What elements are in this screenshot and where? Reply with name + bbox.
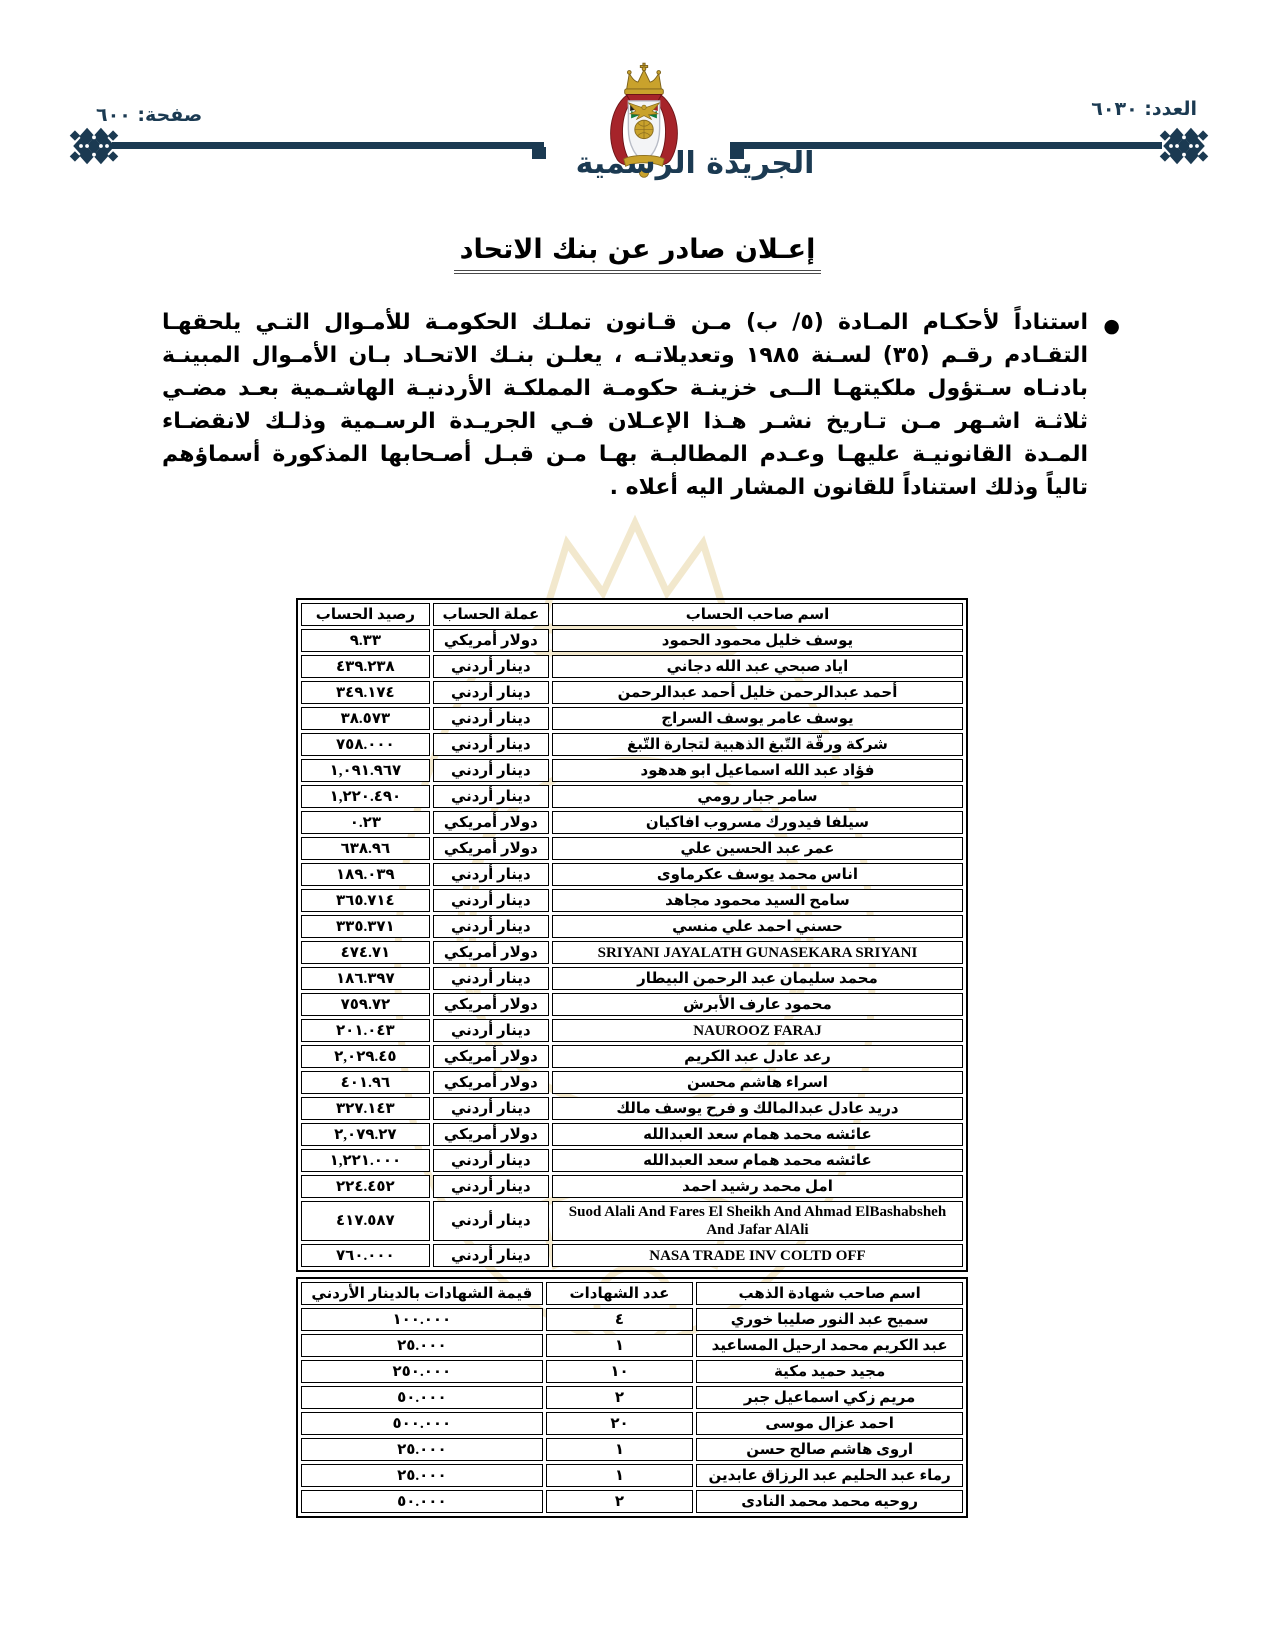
certificate-holder-name: احمد عزال موسى [696, 1412, 963, 1435]
account-row [301, 967, 963, 990]
account-holder-name: اياد صبحي عبد الله دجاني [552, 655, 963, 678]
account-holder-name: يوسف خليل محمود الحمود [552, 629, 963, 652]
account-row [301, 681, 963, 704]
account-currency: دينار أردني [433, 1097, 549, 1120]
account-currency: دينار أردني [433, 733, 549, 756]
account-balance: ٢,٠٧٩.٢٧ [301, 1123, 430, 1146]
account-currency: دينار أردني [433, 655, 549, 678]
certificate-holder-name: مريم زكي اسماعيل جبر [696, 1386, 963, 1409]
account-balance: ٤٠١.٩٦ [301, 1071, 430, 1094]
account-holder-name: رعد عادل عبد الكريم [552, 1045, 963, 1068]
diamond-knot-icon [1158, 123, 1210, 169]
account-row [301, 1097, 963, 1120]
account-row [301, 759, 963, 782]
certificate-value: ٢٥٠.٠٠٠ [301, 1360, 543, 1383]
certificate-holder-name: مجيد حميد مكية [696, 1360, 963, 1383]
gold-certificate-row [301, 1386, 963, 1409]
account-row [301, 941, 963, 964]
account-currency: دينار أردني [433, 889, 549, 912]
account-balance: ٠.٢٣ [301, 811, 430, 834]
account-holder-name: محمود عارف الأبرش [552, 993, 963, 1016]
accounts-table-header-row [301, 603, 963, 626]
account-currency: دولار أمريكي [433, 837, 549, 860]
account-holder-name: عائشه محمد همام سعد العبدالله [552, 1123, 963, 1146]
account-holder-name: سامح السيد محمود مجاهد [552, 889, 963, 912]
account-holder-name: فؤاد عبد الله اسماعيل ابو هدهود [552, 759, 963, 782]
certificate-holder-name: روحيه محمد محمد النادى [696, 1490, 963, 1513]
certificate-count: ١٠ [546, 1360, 694, 1383]
account-balance: ٢,٠٢٩.٤٥ [301, 1045, 430, 1068]
diamond-knot-icon [68, 123, 120, 169]
account-holder-name: سامر جبار رومي [552, 785, 963, 808]
certificate-value: ١٠٠.٠٠٠ [301, 1308, 543, 1331]
account-balance: ٣٨.٥٧٣ [301, 707, 430, 730]
account-row [301, 1175, 963, 1198]
account-row [301, 733, 963, 756]
account-balance: ٣٢٧.١٤٣ [301, 1097, 430, 1120]
certificate-count: ١ [546, 1334, 694, 1357]
account-holder-name: SRIYANI JAYALATH GUNASEKARA SRIYANI [552, 941, 963, 964]
gold-certificate-row [301, 1334, 963, 1357]
column-header-certificate-holder: اسم صاحب شهادة الذهب [696, 1282, 963, 1305]
account-row [301, 629, 963, 652]
account-currency: دولار أمريكي [433, 993, 549, 1016]
account-balance: ٦٣٨.٩٦ [301, 837, 430, 860]
account-balance: ٣٤٩.١٧٤ [301, 681, 430, 704]
account-currency: دولار أمريكي [433, 629, 549, 652]
certificate-value: ٥٠٠.٠٠٠ [301, 1412, 543, 1435]
account-row [301, 1019, 963, 1042]
account-row [301, 1071, 963, 1094]
account-row [301, 707, 963, 730]
account-balance: ٤٧٤.٧١ [301, 941, 430, 964]
account-holder-name: NASA TRADE INV COLTD OFF [552, 1244, 963, 1267]
column-header-certificate-value: قيمة الشهادات بالدينار الأردني [301, 1282, 543, 1305]
account-currency: دينار أردني [433, 1175, 549, 1198]
account-currency: دينار أردني [433, 681, 549, 704]
account-holder-name: محمد سليمان عبد الرحمن البيطار [552, 967, 963, 990]
account-row [301, 863, 963, 886]
gazette-title: الجريدة الرسمية [575, 146, 815, 181]
column-header-certificate-count: عدد الشهادات [546, 1282, 694, 1305]
account-currency: دينار أردني [433, 915, 549, 938]
account-currency: دولار أمريكي [433, 941, 549, 964]
certificate-count: ٤ [546, 1308, 694, 1331]
account-currency: دولار أمريكي [433, 1071, 549, 1094]
account-balance: ٣٦٥.٧١٤ [301, 889, 430, 912]
account-row [301, 1149, 963, 1172]
column-header-account-name: اسم صاحب الحساب [552, 603, 963, 626]
certificate-holder-name: سميح عبد النور صليبا خوري [696, 1308, 963, 1331]
account-row [301, 785, 963, 808]
account-holder-name: NAUROOZ FARAJ [552, 1019, 963, 1042]
account-balance: ١٨٦.٣٩٧ [301, 967, 430, 990]
account-currency: دينار أردني [433, 1201, 549, 1241]
account-row [301, 655, 963, 678]
gold-certificate-row [301, 1438, 963, 1461]
account-balance: ٣٣٥.٣٧١ [301, 915, 430, 938]
account-balance: ١,٢٢١.٠٠٠ [301, 1149, 430, 1172]
announcement-body [162, 306, 1120, 504]
account-row [301, 837, 963, 860]
account-balance: ١,٠٩١.٩٦٧ [301, 759, 430, 782]
account-currency: دينار أردني [433, 1244, 549, 1267]
account-row [301, 1201, 963, 1241]
account-currency: دولار أمريكي [433, 1045, 549, 1068]
certificate-holder-name: رماء عبد الحليم عبد الرزاق عابدين [696, 1464, 963, 1487]
account-balance: ١٨٩.٠٣٩ [301, 863, 430, 886]
account-holder-name: امل محمد رشيد احمد [552, 1175, 963, 1198]
account-balance: ٢٢٤.٤٥٢ [301, 1175, 430, 1198]
account-holder-name: شركة ورقّة التّبغ الذهبية لتجارة التّبغ [552, 733, 963, 756]
account-currency: دينار أردني [433, 785, 549, 808]
account-currency: دينار أردني [433, 1149, 549, 1172]
account-balance: ٧٥٨.٠٠٠ [301, 733, 430, 756]
certificate-value: ٢٥.٠٠٠ [301, 1334, 543, 1357]
account-row [301, 915, 963, 938]
account-row [301, 811, 963, 834]
certificate-value: ٢٥.٠٠٠ [301, 1464, 543, 1487]
certificate-holder-name: اروى هاشم صالح حسن [696, 1438, 963, 1461]
certificate-count: ٢ [546, 1386, 694, 1409]
account-row [301, 1045, 963, 1068]
gold-table-header-row [301, 1282, 963, 1305]
certificate-value: ٢٥.٠٠٠ [301, 1438, 543, 1461]
certificate-count: ٢٠ [546, 1412, 694, 1435]
account-balance: ٤٣٩.٢٣٨ [301, 655, 430, 678]
account-holder-name: عمر عبد الحسين علي [552, 837, 963, 860]
account-holder-name: سيلفا فيدورك مسروب افاكيان [552, 811, 963, 834]
account-currency: دينار أردني [433, 863, 549, 886]
page-number: صفحة: ٦٠٠ [96, 104, 203, 126]
account-holder-name: دريد عادل عبدالمالك و فرح يوسف مالك [552, 1097, 963, 1120]
gold-certificate-row [301, 1412, 963, 1435]
account-holder-name: عائشه محمد همام سعد العبدالله [552, 1149, 963, 1172]
account-currency: دينار أردني [433, 707, 549, 730]
account-balance: ٤١٧.٥٨٧ [301, 1201, 430, 1241]
account-balance: ٧٦٠.٠٠٠ [301, 1244, 430, 1267]
account-holder-name: اسراء هاشم محسن [552, 1071, 963, 1094]
column-header-account-balance: رصيد الحساب [301, 603, 430, 626]
account-holder-name: يوسف عامر يوسف السراج [552, 707, 963, 730]
account-holder-name: اناس محمد يوسف عكرماوى [552, 863, 963, 886]
account-row [301, 993, 963, 1016]
certificate-count: ١ [546, 1438, 694, 1461]
issue-number: العدد: ٦٠٣٠ [1091, 98, 1197, 120]
gold-certificate-row [301, 1490, 963, 1513]
account-balance: ١,٢٢٠.٤٩٠ [301, 785, 430, 808]
account-holder-name: Suod Alali And Fares El Sheikh And Ahmad ElBashabsheh And Jafar AlAli [552, 1201, 963, 1241]
account-holder-name: حسني احمد علي منسي [552, 915, 963, 938]
account-balance: ٢٠١.٠٤٣ [301, 1019, 430, 1042]
certificate-value: ٥٠.٠٠٠ [301, 1386, 543, 1409]
account-currency: دولار أمريكي [433, 811, 549, 834]
certificate-holder-name: عبد الكريم محمد ارحيل المساعيد [696, 1334, 963, 1357]
announcement-text: استناداً لأحكـام المـادة (٥/ ب) مـن قـانون تملـك الحكومـة للأمـوال التـي يلحقهـا التقـادم رقـم (٣٥) لسـنة ١٩٨٥ وتعديلاتـه ، يعلـن بنـك الاتحـاد بـان الأمـوال المبينـة بادنـاه سـتؤول ملكيتهـا الــى خزينـة حكومـة المملكـة الأردنيـة الهاشـمية بعـد مضـي ثلاثـة اشـهر مـن تـاريخ نشـر هـذا الإعـلان فـي الجريـدة الرسـمية وذلـك لانقضـاء المـدة القانونيـة عليهـا وعـدم المطالبـة بهـا مـن قبـل أصـحابها المذكورة أسماؤهم تالياً وذلك استناداً للقانون المشار اليه أعلاه . [162, 310, 1088, 500]
account-currency: دينار أردني [433, 967, 549, 990]
account-currency: دولار أمريكي [433, 1123, 549, 1146]
header-rule-left [112, 142, 544, 149]
account-currency: دينار أردني [433, 1019, 549, 1042]
account-row [301, 1244, 963, 1267]
account-balance: ٧٥٩.٧٢ [301, 993, 430, 1016]
gold-certificate-row [301, 1464, 963, 1487]
announcement-title: إعـلان صادر عن بنك الاتحاد [454, 234, 822, 274]
accounts-table [296, 598, 968, 1272]
account-balance: ٩.٣٣ [301, 629, 430, 652]
account-currency: دينار أردني [433, 759, 549, 782]
gold-certificate-row [301, 1360, 963, 1383]
certificate-count: ٢ [546, 1490, 694, 1513]
gold-certificates-table [296, 1277, 968, 1518]
certificate-count: ١ [546, 1464, 694, 1487]
account-row [301, 889, 963, 912]
gold-certificate-row [301, 1308, 963, 1331]
bullet-icon: ● [1103, 315, 1120, 337]
account-holder-name: أحمد عبدالرحمن خليل أحمد عبدالرحمن [552, 681, 963, 704]
certificate-value: ٥٠.٠٠٠ [301, 1490, 543, 1513]
column-header-account-currency: عملة الحساب [433, 603, 549, 626]
account-row [301, 1123, 963, 1146]
